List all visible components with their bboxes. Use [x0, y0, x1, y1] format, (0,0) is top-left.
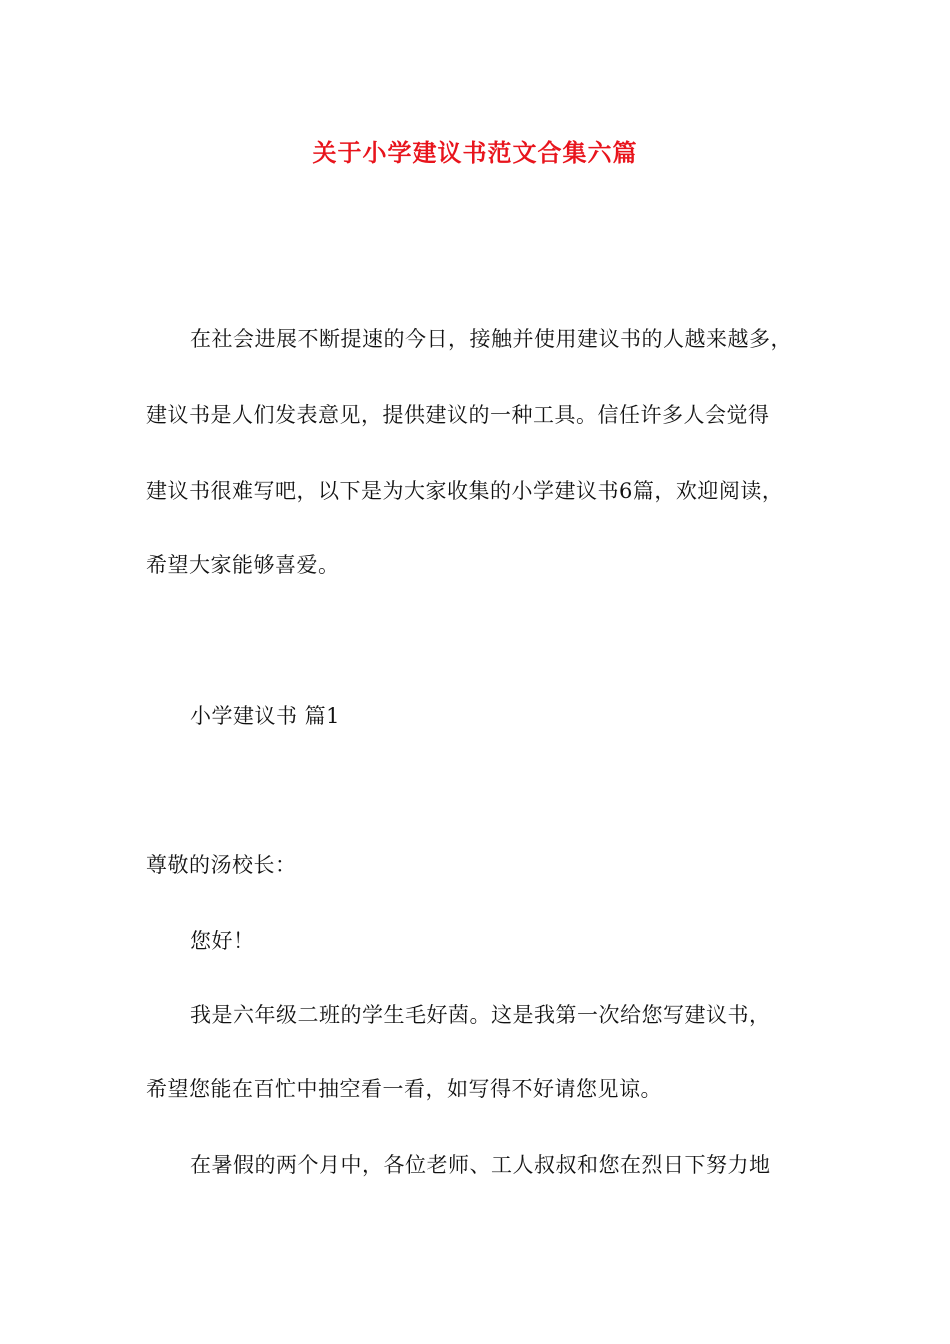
body-line-3: 在暑假的两个月中，各位老师、工人叔叔和您在烈日下努力地 — [190, 1153, 771, 1177]
section-heading: 小学建议书 篇1 — [190, 704, 341, 728]
intro-line-1: 在社会进展不断提速的今日，接触并使用建议书的人越来越多， — [190, 327, 792, 351]
salutation: 尊敬的汤校长： — [146, 853, 297, 877]
body-line-2: 希望您能在百忙中抽空看一看，如写得不好请您见谅。 — [146, 1077, 662, 1101]
body-line-1: 我是六年级二班的学生毛好茵。这是我第一次给您写建议书， — [190, 1003, 771, 1027]
greeting: 您好！ — [190, 929, 255, 953]
document-title: 关于小学建议书范文合集六篇 — [312, 138, 638, 167]
intro-line-4: 希望大家能够喜爱。 — [146, 553, 340, 577]
intro-line-3: 建议书很难写吧，以下是为大家收集的小学建议书6篇，欢迎阅读， — [146, 479, 784, 503]
intro-line-2: 建议书是人们发表意见，提供建议的一种工具。信任许多人会觉得 — [146, 403, 770, 427]
